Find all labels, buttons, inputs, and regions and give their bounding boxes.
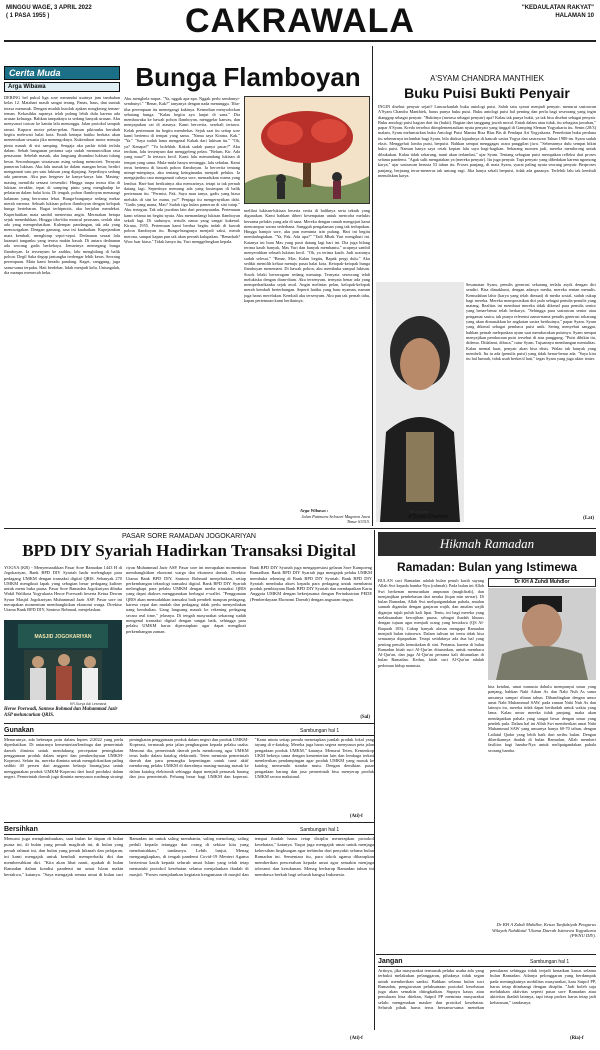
bpd-photo-credit: KR-Surya Adi Lesmana xyxy=(70,702,107,706)
masthead-rule xyxy=(4,40,596,42)
gunakan-underline xyxy=(4,735,374,736)
bpd-title: BPD DIY Syariah Hadirkan Transaksi Digital xyxy=(22,541,356,560)
bpd-col3: Bank BPD DIY Syariah juga mengapresiasi gelaran Sore Kampoeng Ramadhan. Bank BPD DIY Syariah juga mengajak pelaku UMKM membuka rekening di Bank BPD DIY Syariah. Bank BPD DIY Syariah membuka akses kepada para pedagang untuk membantu produk pembiayaan Bank BPD DIY Syariah dan mendapatkan Kartu Anggota UMKM dengan bekerjasama dengan Perindustrian PEDE (Pemberdayaan Ekonomi Daerah) dengan angsuran ringan. xyxy=(250,565,372,602)
hikmah-col1: BULAN suci Ramadan adalah bulan penuh kasih sayang Allah Swt kepada hamba-Nya (rahmah). Pada bulan ini Allah Swt berkenan menurunkan ampunan (maghfirah), dan menjanjikan pembebasan dari neraka (itqun min an-nar). Di bulan Ramadan, Allah Swt melipatgandakan pahala, amalan sunnah digandar dengan ganjaran wajib, dan amalan wajib diganjar tujuh puluh kali lipat. Tentu, ini bagi mereka yang melaksanakan kewajiban puasa, sebagai ibadah khusus dengan tujuan agar menjadi orang yang bertakwa (QS Al-Baqarah 183). Cukup banyak alasan mengapa Ramadan menjadi bulan istimewa. Dalam tulisan ini tentu tidak bisa semuanya dipaparkan. Tetapi setidaknya ada dua hal yang penting penulis kemukakan di sini. Pertama, karena di bulan Ramadan kitab suci Al-Qur'an diturunkan, untuk membaca Al-Qur'an, dan juga Al-Qur'an pertama kali diturunkan di bulan Ramadan. Kedua, kitab suci Al-Qur'an adalah pedoman hidup manusia. xyxy=(378,578,484,668)
puisi-col1: INGIN disebut penyair sejati? Luncurkanlah buku antologi puisi. Salah satu syarat menjadi penyair, menurut sastrawan A'Syam Chandra Manthiek, harus punya buku puisi. Buku antologi puisi hal penting dan perlu bagi seseorang yang ingin dianggap sebagai penyair. "Buktinya (merasa sebagai penyair) apa? Kalau tak punya bukti, ya tak bisa disebut sebagai penyair. Buku antologi puisi bagian dari itu (bukti). Bagian dari tanggung jawab moral. Entah dalam atau tidak, itu sebagian jawaban," papar A'Syam. Kredo tersebut diimplementasikan nyata penyair yang tinggal di Gamping Sleman Yogyakarta itu. Senin (28/3) malam, Syam meluncurkan buku Antologi Puisi Mantra Bisa Blus Bis di Pendapa Art Yogyakarta. Penerbitan buku perdana itu sebenarnya terlambat bagi Syam, bila diukur kiprahnya di kancah sastra Yogya dan sastrawan Tahun 1980-an. Syam sudah eksis. Menggeluti lomba puisi, berpuisi. Bahkan sempat menggagas acara panggilan jiwa. "Sebenarnya dulu sempat bikin buku puisi. Namun hanya saya cetak kopian lalu saya bagi-bagikan. Sekarang momen jadi, mereka mendorong untuk dibukukan. Kalau tidak sekarang, nanti akan terlambat," ujar Syam. Tentang sebagian puisi merupakan refleksi dari proses selama pandemi. "Agak sulit mengatakan ya (mereka penyair). Itu juga penyair. Tapi penyair yang dibedakan karena ngomong karya," ujar sastrawan berusia 53 tahun itu. Proses panjang, di mata Syam, syarat paling nyata seorang penyair. Berproses panjang, berjuang terus-menerus tak untung rugi. Jika hanya sekali berpuisi, tidak ada gunanya. Terlebih lalu tak kembali menuliskan karya. xyxy=(378,104,596,178)
hikmah-sign: Dr KH A Zuhdi Muhdlor, Ketua Tanfidziyah Pengurus Wilayah Nahdlatul 'Ulama Daerah Istimewa Yogyakarta (PWNU DIY). xyxy=(491,922,596,939)
puisi-col2: Sesamatan Syam, penulis generasi sekarang terlalu asyik dengan diri sendiri. Bisa dimaklumi, dengan adanya media, mereka rentan menulis. Kemudahan lahir (karya yang telah dimuat) di media sosial, sudah cukup bagi mereka. Mereka memposisikan diri pula sebagai penulis-penulis yang matang. Realitas ini membuat mereka tidak dikenal para penulis senior yang benar-benar telah berkarya. "Sehingga para sastrawan senior atau pengamat sastra, tak punya referensi nama-nama penulis generasi sekarang yang akan dimasukkan ke angkatan sastra berikutnya," papar Syam. Syam yang dikenal sebagai pembaca puisi unik. Sering menyebut sanggar, bahkan pernah melepaskan ayam saat membacakan puisinya. Syam sempat menyajikan pembacaan puisi tersebut di atas panggung. "Puisi dibikin itu, didemo. Didalami, dibaca," tutur Syam. Tujuannya membangun mentalitas. Kalau mental kuat, penyair akan bisa eksis. Walau tak banyak yang membeli. Itu tu ada (penulis puisi) yang tidak benar-benar ada. "Saya kira itu hal lumrah, tidak usah berkecil hati," tegas Syam yang juga aktor teater. xyxy=(466,282,596,362)
masthead-date: MINGGU WAGE, 3 APRIL 2022 xyxy=(6,5,92,11)
jangan-head: Jangan xyxy=(378,958,403,965)
syam-photo xyxy=(376,282,464,522)
bpd-photo-svg xyxy=(4,620,122,700)
masthead-slogan: "KEDAULATAN RAKYAT" xyxy=(521,5,594,11)
masthead-page: HALAMAN 10 xyxy=(555,13,594,19)
cerita-rubric: Cerita Muda xyxy=(9,68,61,78)
bpd-banner: MASJID JOGOKARIYAN xyxy=(34,634,92,640)
cerita-col3: melihat lukisan-lukisan beserta cerita di baliknya serta teknik yang digunakan. Kami bahkan diberi kesempatan untuk mencoba melukis bersama pelukis yang ada di sana. Mereka dengan ramah mengajari kami mencampur warna sederhana. Sungguh pengalaman yang tak terlupakan. Hingga hampir sore, aku pun meminta izin pulang. Hari ini begitu membahagiakan. "Ya, Pak. Ada apa?" "Tadi Mbak Yuri mengikuti ini. Katanya ini buat Mas yang pasti datang lagi hari ini. Dia juga bilang terima kasih banyak, Mas Yuri dan banyak membantu," ucapnya sambil menyerahkan sebuah lukisan kecil. "Oh, ya terima kasih. Jadi acaranya sudah selesai." "Benar, Mas. Kalau begitu, Bapak pergi dulu." Aku sedikit memilih keluar menuju pusat balai kota. Ketopak-ketopak bunga flamboyan menemani. Di bawah pohon, aku membuka sampul lukisan. Sosok lelaki berseragam sedang menatap. Ternyata seseorang telah melukisku dengan diam-diam. Aku tersenyum, ternyata benar ada yang memperhatikanku sejak awal. Angin melintas pelan, kelopak-kelopak merah kembali berterbangan. Seperti hatiku yang baru nyaman, namun juga harus merelakan. Kembali aku tersenyum. Aku pun tak pernah tahu, kapan pertemuan kami berikutnya. xyxy=(244,208,370,304)
flamboyan-svg xyxy=(245,97,370,204)
bpd-photo-caption: Heroe Poerwadi, Santoso Rohmad dan Muhammad Jazir ASP meluncurkan QRIS. xyxy=(4,707,118,718)
masthead-name: CAKRAWALA xyxy=(185,2,415,40)
jangan-underline xyxy=(378,966,596,967)
hikmah-col2: kita ketahui, umat manusia dahulu mempunyai umur yang panjang, bahkan Nabi Adam As dan Nabi Nuh As sama umurnya sampai ribuan tahun. Dibandingkan dengan umur umat Nabi Muhammad SAW, pada zaman Nabi Nuh As dan lainnya itu, mereka tidak dapat beribadah untuk waktu yang lama. Kalau umur mereka tidak panjang, maka akan mendapatkan pahala yang sangat besar dengan umur yang pendek pula. Dalam hal ini Allah Swt memberikan umat Nabi Muhammad SAW yang umurnya hanya 60-70 tahun, dengan Lailatul Qadar yang lebih baik dari seribu bulan. Dengan diberikannya ibadah di bulan Ramadan, Allah memberi fasilitas bagi hamba-Nya untuk melipatgandakan pahala seorang hamba. xyxy=(488,684,596,753)
cerita-author: Arga Wibawa xyxy=(4,82,120,92)
cerita-addr: Jalan Patimura Selosari Magetan Jawa Timur 63315. xyxy=(301,514,370,524)
bpd-photo xyxy=(4,620,122,700)
flamboyan-illustration xyxy=(244,96,370,204)
jangan-jump: Sambungan hal 1 xyxy=(530,959,570,965)
divider-horizontal-bpd xyxy=(4,723,374,724)
bpd-col2: riyan Muhammad Jazir ASP. Pasar sore ini merupakan momentum membangkitkan ekonomi warga dan ekonomi daerah. Direktur Utama Bank BPD DIY, Santoso Rohmad menjelaskan, setiap perkembangan teknologi transaksi digital. Bank BPD DIY Syariah melengkapi para pelaku UMKM dengan media transaksi QRIS yang dapat diakses menggunakan berbagai e-wallet. "Penggunaan QRIS akan memudahkan transaksi baik pembeli maupun pedagang, karena cepat dan mudah dan pedagang tidak perlu menyediakan uang kembalian. Uang langsung masuk ke rekening pedagang secara real time," jelasnya. Di tengah masyarakat sekarang sudah mengenal transaksi digital dengan sangat baik, sehingga para pelaku UMKM harus dipersiapkan agar dapat mengikuti perkembangan zaman. xyxy=(126,565,246,634)
bersihkan-jump: Sambungan hal 1 xyxy=(300,827,340,833)
bersihkan-text: Menurut juga menghimbaukan, saat bulan ke dapan di bulan puasa ini, di bulan yang penuh magfirah ini, di bulan yang penuh rahmat ini, dan bulan yang penuh hikmah dan pelajaran, ini kami mengajak untuk kembali memperbaiki diri dan membersihkan diri. "Kita akan lihat nanti, apakah di bulan Ramadan dalam kondisi pandemi ini umat Islam makin bertakwa," katanya. "Saya mengajak semua umat di bulan suci Ramadan ini untuk saling membantu, saling menolong, saling peduli kepada tetangga dan orang di sekitar kita yang membutuhkan," tandasnya. Lebih lanjut, Menag mengungkapkan, di tengah pandemi Covid-19 Menteri Agama berterima kasih kepada seluruh umat Islam yang telah tetap mematuhi protokol kesehatan selama menjalankan ibadah di masjid. "Proses menjalankan kegiatan keagamaan di masjid dan tempat ibadah harus tetap disiplin menerapkan protokol kesehatan," katanya. Yaqut juga mengajak umat untuk menjaga kebersihan lingkungan agar terhindar dari penyakit selama bulan Ramadan ini. Sementara itu, para tokoh agama diharapkan memberikan pencerahan kepada umat agar semakin menjaga toleransi dan kerukunan. Menag berharap Ramadan tahun ini membawa berkah bagi seluruh bangsa Indonesia. xyxy=(4,836,374,877)
hikmah-banner xyxy=(378,532,596,556)
bersihkan-underline xyxy=(4,834,374,835)
bpd-col1: YOGYA (KR) - Menyemarakkan Pasar Sore Ramadan 1443 H di Jogokariyan, Bank BPD DIY Syariah hadir melengkapi para pedagang UMKM dengan transaksi digital QRIS. Sebanyak 270 UMKM mengikuti lapak yang sebagian besar pedagang kuliner untuk menu buka puasa. Pasar Sore Ramadan Jogokariyan dibuka Wakil Walikota Yogyakarta Heroe Poerwadi beserta Ketua Dewan Syura Masjid Jogokariyan Muhammad Jazir ASP. Pasar sore ini merupakan momentum membangkitkan ekonomi warga. Direktur Utama Bank BPD DIY, Santoso Rohmad, menjelaskan. xyxy=(4,565,122,613)
divider-horizontal-gunakan xyxy=(4,822,374,823)
bersihkan-head: Bersihkan xyxy=(4,826,38,833)
divider-horizontal-hikmah xyxy=(376,954,596,955)
syam-photo-svg xyxy=(376,282,464,522)
cerita-rubric-box xyxy=(4,66,120,80)
puisi-sign: (Lat) xyxy=(583,516,594,521)
gunakan-jump: Sambungan hal 1 xyxy=(300,728,340,734)
divider-vertical-top xyxy=(372,46,373,526)
hikmah-title: Ramadan: Bulan yang Istimewa xyxy=(396,560,578,574)
bpd-sign: (Sal) xyxy=(360,715,370,720)
puisi-kicker: A'SYAM CHANDRA MANTHIEK xyxy=(430,74,544,83)
gunakan-text: Menurutnya, ada beberapa poin dalam Inpres 2/2022 yang perlu diperhatikan. Di antaranya kementerian/lembaga dan pemerintah daerah diminta untuk mendukung percepatan peningkatan penggunaan produk dalam negeri dan pemberdayaan UMKM-Koperasi. Selain itu, mereka diminta untuk mengalokasikan paling sedikit 40 persen dari anggaran belanja barang/jasa untuk menggunakan produk UMKM-Koperasi dari hasil produksi dalam negeri. Pemerintah daerah juga diminta menyusun roadmap strategi peningkatan penggunaan produk dalam negeri dan produk UMKM-Koperasi, termasuk peta jalan penghargaan kepada pelaku usaha. Menurut dia, pemerintah daerah perlu mendorong agar UMKM terus hadir dalam katalog elektronik. Teten meminta pemerintah daerah dan para pemangku kepentingan untuk turut aktif mendorong pelaku UMKM di daerahnya masing-masing masuk ke dalam katalog elektronik sehingga dapat menjadi pemasok barang dan jasa pemerintah. Peluang besar bagi UMKM dan koperasi. "Kami minta setiap pemda menetapkan jumlah produk lokal yang tayang di e-katalog. Mereka juga harus segera menyusun peta jalan pengadaan produk UMKM," katanya. Menurut Teten, Kemenkop UKM bekerja sama dengan kementerian lain dan lembaga terkait memberikan pendampingan agar produk UMKM yang masuk ke katalog memenuhi standar mutu. Dengan demikian pasar pengadaan barang dan jasa pemerintah bisa menyerap produk UMKM secara maksimal. xyxy=(4,737,374,780)
masthead-year: ( 1 PASA 1955 ) xyxy=(6,13,50,19)
cerita-title: Bunga Flamboyan xyxy=(135,62,361,92)
bpd-kicker: PASAR SORE RAMADAN JOGOKARIYAN xyxy=(122,533,256,540)
divider-vertical-bottom xyxy=(374,530,375,1030)
cerita-sign: Arga Wibawa : xyxy=(300,508,329,513)
bersihkan-sign: (Ati)-f xyxy=(350,1036,363,1041)
hikmah-photo-name: Dr KH A Zuhdi Muhdlor xyxy=(488,578,596,587)
jangan-sign: (Ria)-f xyxy=(570,1036,584,1041)
cerita-col2: Aku menghela napas. "Ya, nggak apa-apa. Nggak perlu sembunyi-sembunyi." "Benar, Kak?" tanyanya dengan nada menunggu. Tiba-tiba perempuan itu memegangi kakinya. Kemudian menyodorkan sebatang bunga. "Kalau begitu ayo lanjut di sana." Dia membawaku ke bawah pohon flamboyan, menggelar kanvas, dan menyapukan cat di atasnya. Kami bercerita, sesekali tertawa. Kelak pertemuan itu begitu membekas. Sejak saat itu setiap sore kami bertemu di tempat yang sama. "Nama saya Kirana, Kak." "Ya." "Saya sudah lama mengenal Kakak dari lukisan itu." "Oh, ya? Kenapa?" "Ya bolehlah. Kakak sudah punya pacar?" Aku terdiam, lalu tersenyum dan menggeleng pelan. "Belum, Kir. Ada yang mau?" Ia tertawa kecil. Kami lalu memandang lukisan di tempat yang sama. Mula-mula hanya seminggu, lalu sebulan. Kami terus bertemu di bawah pohon flamboyan. Ia bercerita tentang mimpi-mimpinya, aku tentang keinginanku menjadi pelukis. Ia mengajariku cara mengamati cahaya sore, memadukan warna yang lembut. Hari-hari berikutnya aku mencarinya, tetapi ia tak pernah datang lagi. Sepertinya memang ada yang kusimpan di balik pertemuan itu. "Permisi, Pak. Saya mau tanya, gadis yang biasa melukis di sini ke mana, ya?" Penjaga itu mengernyitkan dahi. "Gadis yang mana, Mas? Sudah tiga bulan pameran di sini tutup." Aku tertegun. Tak ada jawaban lain dari pertanyaanku. Pertemuan kami selama ini begitu nyata. Aku memandangi lukisan flamboyan sekali lagi. Di sudutnya, tertulis nama yang sangat kukenal. Kirana, 1955. Pertemuan kami berdua begitu indah di bawah pohon flamboyan itu. Bunga-bunganya menjadi saksi, merah merona, sampai kapan pun tak akan pernah kulupakan. "Benarkah? Wow luar biasa." Tidak hanya itu, Yuri menggelengkan kepala. xyxy=(124,96,240,245)
gunakan-head: Gunakan xyxy=(4,727,34,734)
divider-horizontal-mid xyxy=(4,528,596,529)
jangan-text: Artinya, jika masyarakat termasuk pelaku usaha ada yang terbukti melakukan pelanggaran, pihaknya tidak segan untuk memberikan sanksi. Bahkan selama bulan suci Ramadan, pengawasan pelaksanaan protokol kesehatan juga akan semakin ditingkatkan. Supaya kasus atau penularan bisa ditekan, Satpol PP meminta masyarakat selalu mengenakan masker dan protokol kesehatan. Seluruh pihak harus terus bersama-sama menekan penularan sehingga tidak terjadi kenaikan kasus selama bulan Ramadan. Adanya pelonggaran yang berdampak pada meningkatnya mobilitas masyarakat, kata Satpol PP, harus tetap diimbangi dengan disiplin. "Jadi boleh saja melakukan aktivitas seperti pasar sore Ramadan atau aktivitas ibadah lainnya, tapi tetap prokes harus tetap jadi keharusan," tandasnya. xyxy=(378,968,596,1011)
zuhdi-photo xyxy=(488,588,596,680)
hikmah-rubric: Hikmah Ramadan xyxy=(439,536,535,551)
syam-photo-name: A'Syam Chandra xyxy=(408,514,448,520)
cerita-col1: DERING bel pukul liga sore menandai usainya jam tambahan kelas 12. Matahari masih sangat terang. Panas, haus, dan suntuk terasa menusuk. Dengan mudah kutolak ajakan nongkrong teman-teman. Kekasihku rupanya telah pulang lebih dulu karena ada urusan keluarga. Bahkan tampaknya ia sedang banyak urusan. Aku menyusuri trotoar ke kantin lalu menunggu. Jalan protokol tampak ramai. Kupacu motor pelan-pelan. Namun pikiranku berubah begitu melewati balai kota. Entah kenapa hatiku berkata akan menemukan sesuatu jika menengoknya. Kukendarai motor menuju pintu masuk di sisi samping. Sengaja aku parkir tidak terlalu dalam. Sebab bangunan pertama saja sudah memunculkan rasa penasaran. Sebelah masuk, aku langsung disambut lukisan tulang besar. Serombongan wisatawan asing sedang memotret. Ternyata pameran lukisan. Aku lalu masuk ke dalam ruangan besar, berdiri mengamati satu per satu lukisan yang dipajang. Seperlinya sedang ada pameran. Aku pun bergeser ke kanya-karya lain. Masing-masing memiliki sensasi tersendiri. Hingga tanpa terasa tiba di lukisan terakhir, tepat di samping pintu yang menghadap ke pelataran dalam balai kota. Di tengah, pohon flamboyan menaungi halaman yang berwarna lebat. Bunga-bunganya sedang mekar merah merona. Sebuah lukisan pohon flamboyan dengan kelopak bunga bertebaran. Bagai terhipnotis, aku berjalan mendekat. Kuperhatikan mata sambil menerima angin. Merasakan betapa sejuk meneduhkan. Hingga tiba-tiba muncul perasaan, seolah aku ada yang memperhatikan. Kulempar pandangan, tak ada yang mencurigakan. Dengan gamang, rasa ini kuabaikan. Kupejamkan mata kembali, menghirup sepoi-sepoi. Dedaunan sesaat lalu kuamati tanganku yang terasa makin basah. Di antara dedaunan ada seorang gadis berkebaya. Jemarinya memegang bunga flamboyan. Ia tersenyum ke arahku, lalu menghilang di balik pohon. Degil Saka degup jantungku terdengar lebih keras. Seorang perempuan. Mata kami beradu pandang. Kaget, canggung, juga sama-sama terpaku. Hati berdebar, lidah menjadi kelu. Untungalah, dia mampu memecah beku. xyxy=(4,95,120,275)
zuhdi-photo-svg xyxy=(488,588,596,680)
syam-photo-credit: KR-Lusiano xyxy=(410,510,429,514)
gunakan-sign: (Ati)-f xyxy=(350,814,363,819)
puisi-title: Buku Puisi Bukti Penyair xyxy=(404,85,570,101)
